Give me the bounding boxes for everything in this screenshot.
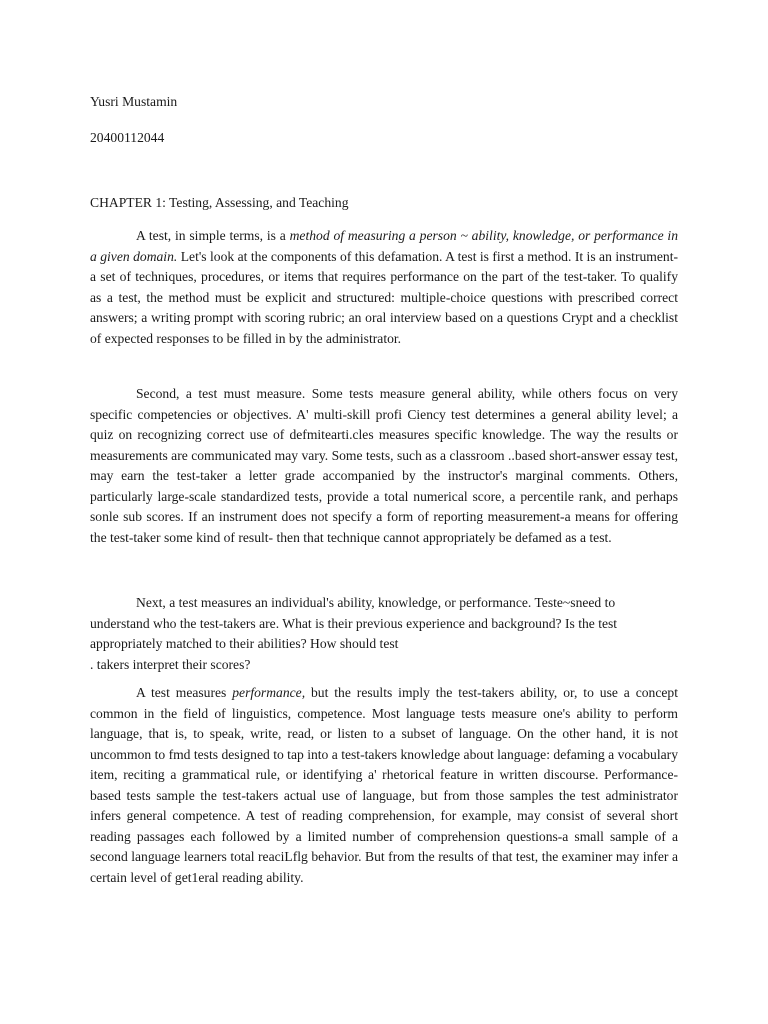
student-id: 20400112044 xyxy=(90,130,165,145)
p4-text-c: but the results imply the test-takers ability, or, to use a concept common in the field of linguistics, competence. Most language tests measure one's ability to perform language, that is, to speak, write, read, or listen to a subset of language. On the other hand, it is not uncommon to fmd tests designed to tap into a test-takers knowledge about language: defaming a vocabulary item, reciting a grammatical rule, or identifying a' rhetorical feature in written discourse. Performance-based tests sample the test-takers actual use of language, but from those samples the test administrator infers general competence. A test of reading comprehension, for example, may consist of several short reading passages each followed by a limited number of comprehension questions-a small sample of a second language learners total reaciLflg behavior. But from the results of that test, the examiner may infer a certain level of get1eral reading ability. xyxy=(90,685,678,885)
p3-line-2: understand who the test-takers are. What is their previous experience and background? Is the test xyxy=(90,615,618,631)
paragraph-test-must-measure: Second, a test must measure. Some tests measure general ability, while others focus on very specific competencies or objectives. A' multi-skill profi Ciency test determines a general ability level; a quiz on recognizing correct use of defmitearti.cles measures specific knowledge. The way the results or measurements are communicated may vary. Some tests, such as a classroom ..based short-answer essay test, may earn the test-taker a letter grade accompanied by the instructor's marginal comments. Others, particularly large-scale standardized tests, provide a total numerical score, a percentile rank, and perhaps sonle sub scores. If an instrument does not specify a form of reporting measurement-a means for offering the test-taker some kind of result- then that technique cannot appropriately be defamed as a test. xyxy=(90,386,678,545)
author-name: Yusri Mustamin xyxy=(90,94,178,109)
chapter-title: CHAPTER 1: Testing, Assessing, and Teaching xyxy=(90,195,349,210)
p3-line-1: Next, a test measures an individual's ability, knowledge, or performance. Teste~sneed to xyxy=(136,595,616,610)
p3-line-4: . takers interpret their scores? xyxy=(90,656,251,672)
p1-italic-definition: method of measuring a person ~ ability, knowledge, or performance in a given domain. xyxy=(90,228,678,264)
paragraph-individual-ability xyxy=(90,593,678,675)
p4-text-a: A test measures xyxy=(136,685,233,700)
paragraph-test-definition xyxy=(90,226,678,349)
paragraph-performance xyxy=(90,683,678,888)
p1-text-a: A test, in simple terms, is a xyxy=(136,228,290,243)
p3-line-3: appropriately matched to their abilities? How should test xyxy=(90,636,399,651)
p1-text-c: Let's look at the components of this defamation. A test is first a method. It is an instrument-a set of techniques, procedures, or items that requires performance on the part of the test-taker. To qualify as a test, the method must be explicit and structured: multiple-choice questions with prescribed correct answers; a writing prompt with scoring rubric; an oral interview based on a questions Crypt and a checklist of expected responses to be filled in by the administrator. xyxy=(90,248,678,346)
p4-italic-performance: performance, xyxy=(232,685,306,700)
